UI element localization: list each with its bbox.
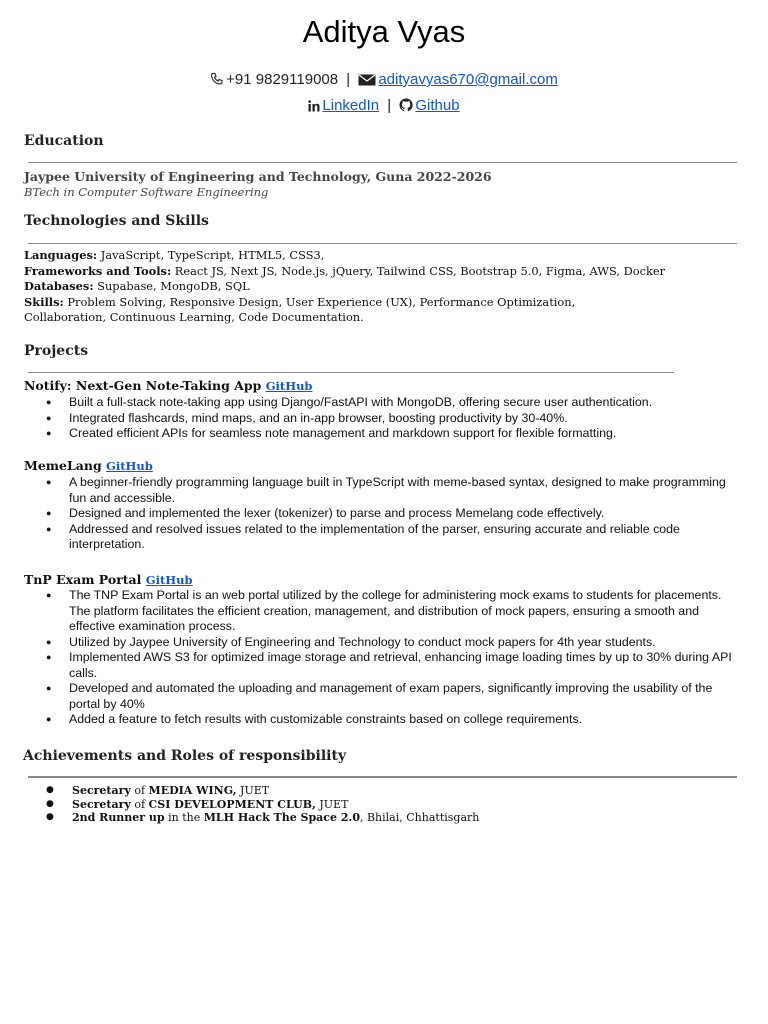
list-item: ● Integrated flashcards, mind maps, and an in-app browser, boosting productivity by 30-40%. (0, 411, 739, 427)
section-divider (28, 372, 674, 373)
skills-skills-row (24, 295, 634, 326)
skills-heading: Technologies and Skills (24, 213, 209, 229)
frameworks-label: Frameworks and Tools: (24, 263, 172, 278)
education-school: Jaypee University of Engineering and Technology, Guna 2022-2026 (24, 169, 492, 184)
project-title (24, 572, 193, 587)
project-github-link[interactable]: GitHub (145, 573, 193, 587)
list-item: ● Utilized by Jaypee University of Engineering and Technology to conduct mock papers for 4th year students. (0, 635, 739, 651)
skills-languages-row (24, 248, 744, 264)
separator: | (346, 71, 351, 88)
skills-frameworks-row (24, 264, 744, 280)
location-text: JUET (236, 784, 270, 797)
project-name: MemeLang (24, 458, 102, 473)
project-title (24, 378, 312, 393)
languages-value: JavaScript, TypeScript, HTML5, CSS3, (100, 248, 325, 262)
languages-label: Languages: (24, 248, 98, 262)
list-item: ● Developed and automated the uploading and management of exam papers, significantly improving the usability of the portal by 40% (0, 681, 739, 712)
org-label: CSI DEVELOPMENT CLUB, (148, 797, 316, 811)
list-item: ● Created efficient APIs for seamless note management and markdown support for flexible formatting. (0, 426, 739, 442)
project-github-link[interactable]: GitHub (265, 379, 313, 393)
separator: | (387, 97, 392, 114)
achievements-heading: Achievements and Roles of responsibility (23, 748, 347, 764)
list-item: ● Designed and implemented the lexer (tokenizer) to parse and process Memelang code effectively. (0, 506, 739, 522)
connector-text: in the (164, 811, 204, 824)
org-label: MEDIA WING, (148, 784, 237, 797)
connector-text: of (130, 784, 149, 797)
skills-block (24, 248, 744, 326)
list-item: ● A beginner-friendly programming language built in TypeScript with meme-based syntax, designed to make programming fun and accessible. (0, 475, 739, 506)
linkedin-icon (308, 99, 320, 116)
project-title (24, 458, 153, 473)
list-item (0, 811, 479, 825)
list-item: ● Implemented AWS S3 for optimized image storage and retrieval, enhancing image loading times by up to 30% during API calls. (0, 650, 739, 681)
databases-value: Supabase, MongoDB, SQL (97, 279, 250, 293)
project-github-link[interactable]: GitHub (106, 459, 153, 473)
section-divider (28, 162, 737, 163)
role-label: 2nd Runner up (72, 811, 165, 824)
org-label: MLH Hack The Space 2.0 (203, 811, 360, 824)
list-item: ● Built a full-stack note-taking app using Django/FastAPI with MongoDB, offering secure user authentication. (0, 395, 739, 411)
project-name: TnP Exam Portal (24, 572, 142, 587)
frameworks-value: React JS, Next JS, Node.js, jQuery, Tailwind CSS, Bootstrap 5.0, Figma, AWS, Docker (174, 263, 666, 278)
github-icon (399, 98, 413, 116)
list-item: ● Added a feature to fetch results with customizable constraints based on college requirements. (0, 712, 739, 728)
section-divider (28, 776, 737, 778)
email-link[interactable]: adityavyas670@gmail.com (378, 71, 558, 88)
list-item: ● The TNP Exam Portal is an web portal utilized by the college for administering mock exams to students for placements. The platform facilitates the efficient creation, management, and distribution of mock papers, ensuring a smooth and effective examination process. (0, 588, 739, 635)
project-bullets (0, 395, 739, 442)
phone-icon (210, 72, 224, 90)
connector-text: of (130, 797, 149, 811)
contact-line (0, 71, 768, 90)
project-bullets (0, 475, 739, 553)
databases-label: Databases: (24, 279, 94, 293)
location-text: , Bhilai, Chhattisgarh (359, 811, 480, 824)
github-link[interactable]: Github (415, 97, 460, 114)
role-label: Secretary (72, 784, 131, 797)
linkedin-link[interactable]: LinkedIn (322, 97, 380, 114)
phone-number: +91 9829119008 (226, 71, 339, 88)
social-line (0, 97, 768, 116)
candidate-name: Aditya Vyas (302, 14, 466, 49)
skills-label: Skills: (24, 294, 64, 309)
project-name: Notify: Next-Gen Note-Taking App (24, 378, 262, 393)
list-item: ● Addressed and resolved issues related to the implementation of the parser, ensuring accurate and reliable code interpretation. (0, 522, 739, 553)
skills-databases-row (24, 279, 744, 295)
list-item (0, 784, 479, 798)
projects-heading: Projects (24, 343, 89, 359)
envelope-icon (358, 73, 376, 90)
education-degree: BTech in Computer Software Engineering (24, 185, 269, 199)
education-heading: Education (24, 133, 104, 149)
list-item (0, 798, 479, 812)
achievements-list (0, 784, 479, 825)
role-label: Secretary (72, 797, 131, 811)
project-bullets (0, 588, 739, 728)
location-text: JUET (315, 797, 349, 811)
section-divider (28, 243, 737, 244)
skills-value: Problem Solving, Responsive Design, User Experience (UX), Performance Optimization, Collaboration, Continuous Learning, Code Documentation. (24, 294, 576, 324)
